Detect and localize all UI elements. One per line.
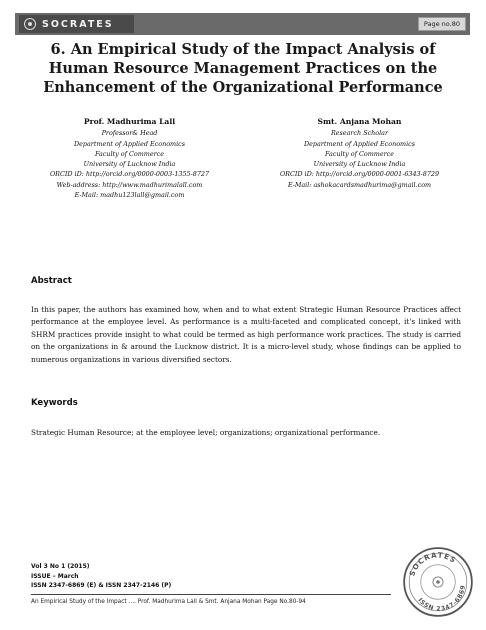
author-orcid: ORCID iD: http://orcid.org/0000-0003-1355-8727 [49, 170, 210, 179]
author-block-2 [252, 117, 467, 190]
author-faculty: Faculty of Commerce [324, 149, 395, 158]
author-block-1 [22, 117, 237, 200]
author-web-address: Web-address: http://www.madhurimalall.com [56, 180, 203, 189]
author-name: Smt. Anjana Mohan [317, 117, 402, 126]
volume-info [31, 562, 171, 591]
logo-text: SOCRATES [42, 18, 114, 30]
journal-logo [19, 15, 134, 33]
journal-seal-icon [402, 546, 474, 618]
footer-citation: An Empirical Study of the Impact .... Prof. Madhurima Lall & Smt. Anjana Mohan Page No.80-94 [31, 599, 306, 605]
author-faculty: Faculty of Commerce [94, 149, 165, 158]
abstract-heading: Abstract [31, 276, 72, 286]
issn-line: ISSN 2347-6869 (E) & ISSN 2347-2146 (P) [31, 582, 172, 589]
keywords-heading: Keywords [31, 398, 78, 408]
svg-text:ISSN 2347-6869: ISSN 2347-6869 [416, 584, 467, 613]
page-number-badge: Page no.80 [418, 17, 466, 31]
author-email: E-Mail: ashokacardsmadhurima@gmail.com [287, 180, 432, 189]
author-department: Department of Applied Economics [303, 139, 416, 148]
author-department: Department of Applied Economics [73, 139, 186, 148]
keywords-text: Strategic Human Resource; at the employee level; organizations; organizational performance. [31, 428, 381, 437]
paper-title: 6. An Empirical Study of the Impact Analysis of Human Resource Management Practices on the Enhancement of the Organizational Performance [43, 41, 443, 96]
svg-text:SOCRATES: SOCRATES [407, 550, 459, 578]
author-email: E-Mail: madhu123lall@gmail.com [74, 191, 185, 200]
author-designation: Professor& Head [101, 129, 158, 138]
volume-line: Vol 3 No 1 (2015) [31, 563, 90, 570]
abstract-text: In this paper, the authors has examined how, when and to what extent Strategic Human Resource Practices affect performance at the employee level. As performance is a multi-faceted and complicated concept, it's linked with SHRM practices provide insight to what could be termed as high performance work practices. The study is carried on the organizations in & around the Lucknow district. It is a micro-level study, whose findings can be applied to numerous organizations in various diversified sectors. [31, 305, 461, 364]
author-designation: Research Scholar [330, 129, 389, 138]
author-orcid: ORCID iD: http://orcid.org/0000-0001-6343-8729 [279, 170, 440, 179]
author-university: University of Lucknow India [83, 160, 176, 169]
issue-line: ISSUE – March [31, 572, 79, 580]
logo-emblem-icon [24, 18, 36, 30]
author-name: Prof. Madhurima Lall [83, 117, 176, 126]
footer-divider [31, 594, 391, 595]
author-university: University of Lucknow India [313, 160, 406, 169]
